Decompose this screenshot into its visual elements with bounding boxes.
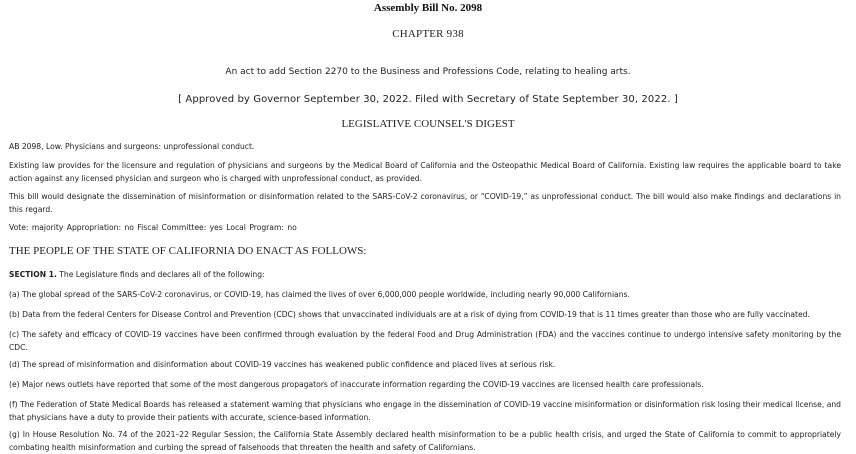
digest-title: LEGISLATIVE COUNSEL'S DIGEST: [341, 118, 515, 130]
finding-c: (c) The safety and efficacy of COVID-19 vaccines have been confirmed through evaluation by the federal Food and Drug Administration (FDA) and the vaccines continue to undergo intensive safety monitoring by the CDC.: [9, 330, 841, 352]
finding-f: (f) The Federation of State Medical Boards has released a statement warning that physicians who engage in the dissemination of COVID-19 vaccine misinformation or disinformation risk losing their medical license, and that physicians have a duty to provide their patients with accurate, science-based information.: [9, 400, 841, 422]
section-1-intro: [9, 269, 841, 282]
finding-d: (d) The spread of misinformation and disinformation about COVID-19 vaccines has weakened public confidence and placed lives at serious risk.: [9, 360, 556, 369]
section-label: SECTION 1.: [9, 270, 57, 279]
digest-summary: AB 2098, Low. Physicians and surgeons: unprofessional conduct.: [9, 142, 255, 151]
digest-bill-description: This bill would designate the dissemination of misinformation or disinformation related to the SARS-CoV-2 coronavirus, or “COVID-19,” as unprofessional conduct. The bill would also make findings and declarations in this regard.: [9, 192, 841, 214]
approval-line: [ Approved by Governor September 30, 2022. Filed with Secretary of State September 30, 2022. ]: [178, 94, 678, 105]
act-title: An act to add Section 2270 to the Business and Professions Code, relating to healing arts.: [225, 67, 631, 77]
finding-b: (b) Data from the federal Centers for Disease Control and Prevention (CDC) shows that unvaccinated individuals are at a risk of dying from COVID-19 that is 11 times greater than those who are fully vaccinated.: [9, 310, 810, 319]
bill-number: Assembly Bill No. 2098: [373, 2, 483, 14]
digest-existing-law: Existing law provides for the licensure and regulation of physicians and surgeons by the Medical Board of California and the Osteopathic Medical Board of California. Existing law requires the applicable board to take action against any licensed physician and surgeon who is charged with unprofessional conduct, as provided.: [9, 161, 841, 183]
digest-vote-line: Vote: majority Appropriation: no Fiscal Committee: yes Local Program: no: [9, 223, 297, 232]
finding-a: (a) The global spread of the SARS-CoV-2 coronavirus, or COVID-19, has claimed the lives of over 6,000,000 people worldwide, including nearly 90,000 Californians.: [9, 290, 630, 299]
finding-e: (e) Major news outlets have reported that some of the most dangerous propagators of inaccurate information regarding the COVID-19 vaccines are licensed health care professionals.: [9, 380, 704, 389]
finding-g: (g) In House Resolution No. 74 of the 2021–22 Regular Session, the California State Assembly declared health misinformation to be a public health crisis, and urged the State of California to commit to appropriately combating health misinformation and curbing the spread of falsehoods that threaten the health and safety of Californians.: [9, 430, 841, 452]
chapter-heading: CHAPTER 938: [392, 28, 464, 40]
section-intro-text: The Legislature finds and declares all of the following:: [56, 270, 265, 279]
enacting-clause: THE PEOPLE OF THE STATE OF CALIFORNIA DO ENACT AS FOLLOWS:: [9, 245, 367, 257]
